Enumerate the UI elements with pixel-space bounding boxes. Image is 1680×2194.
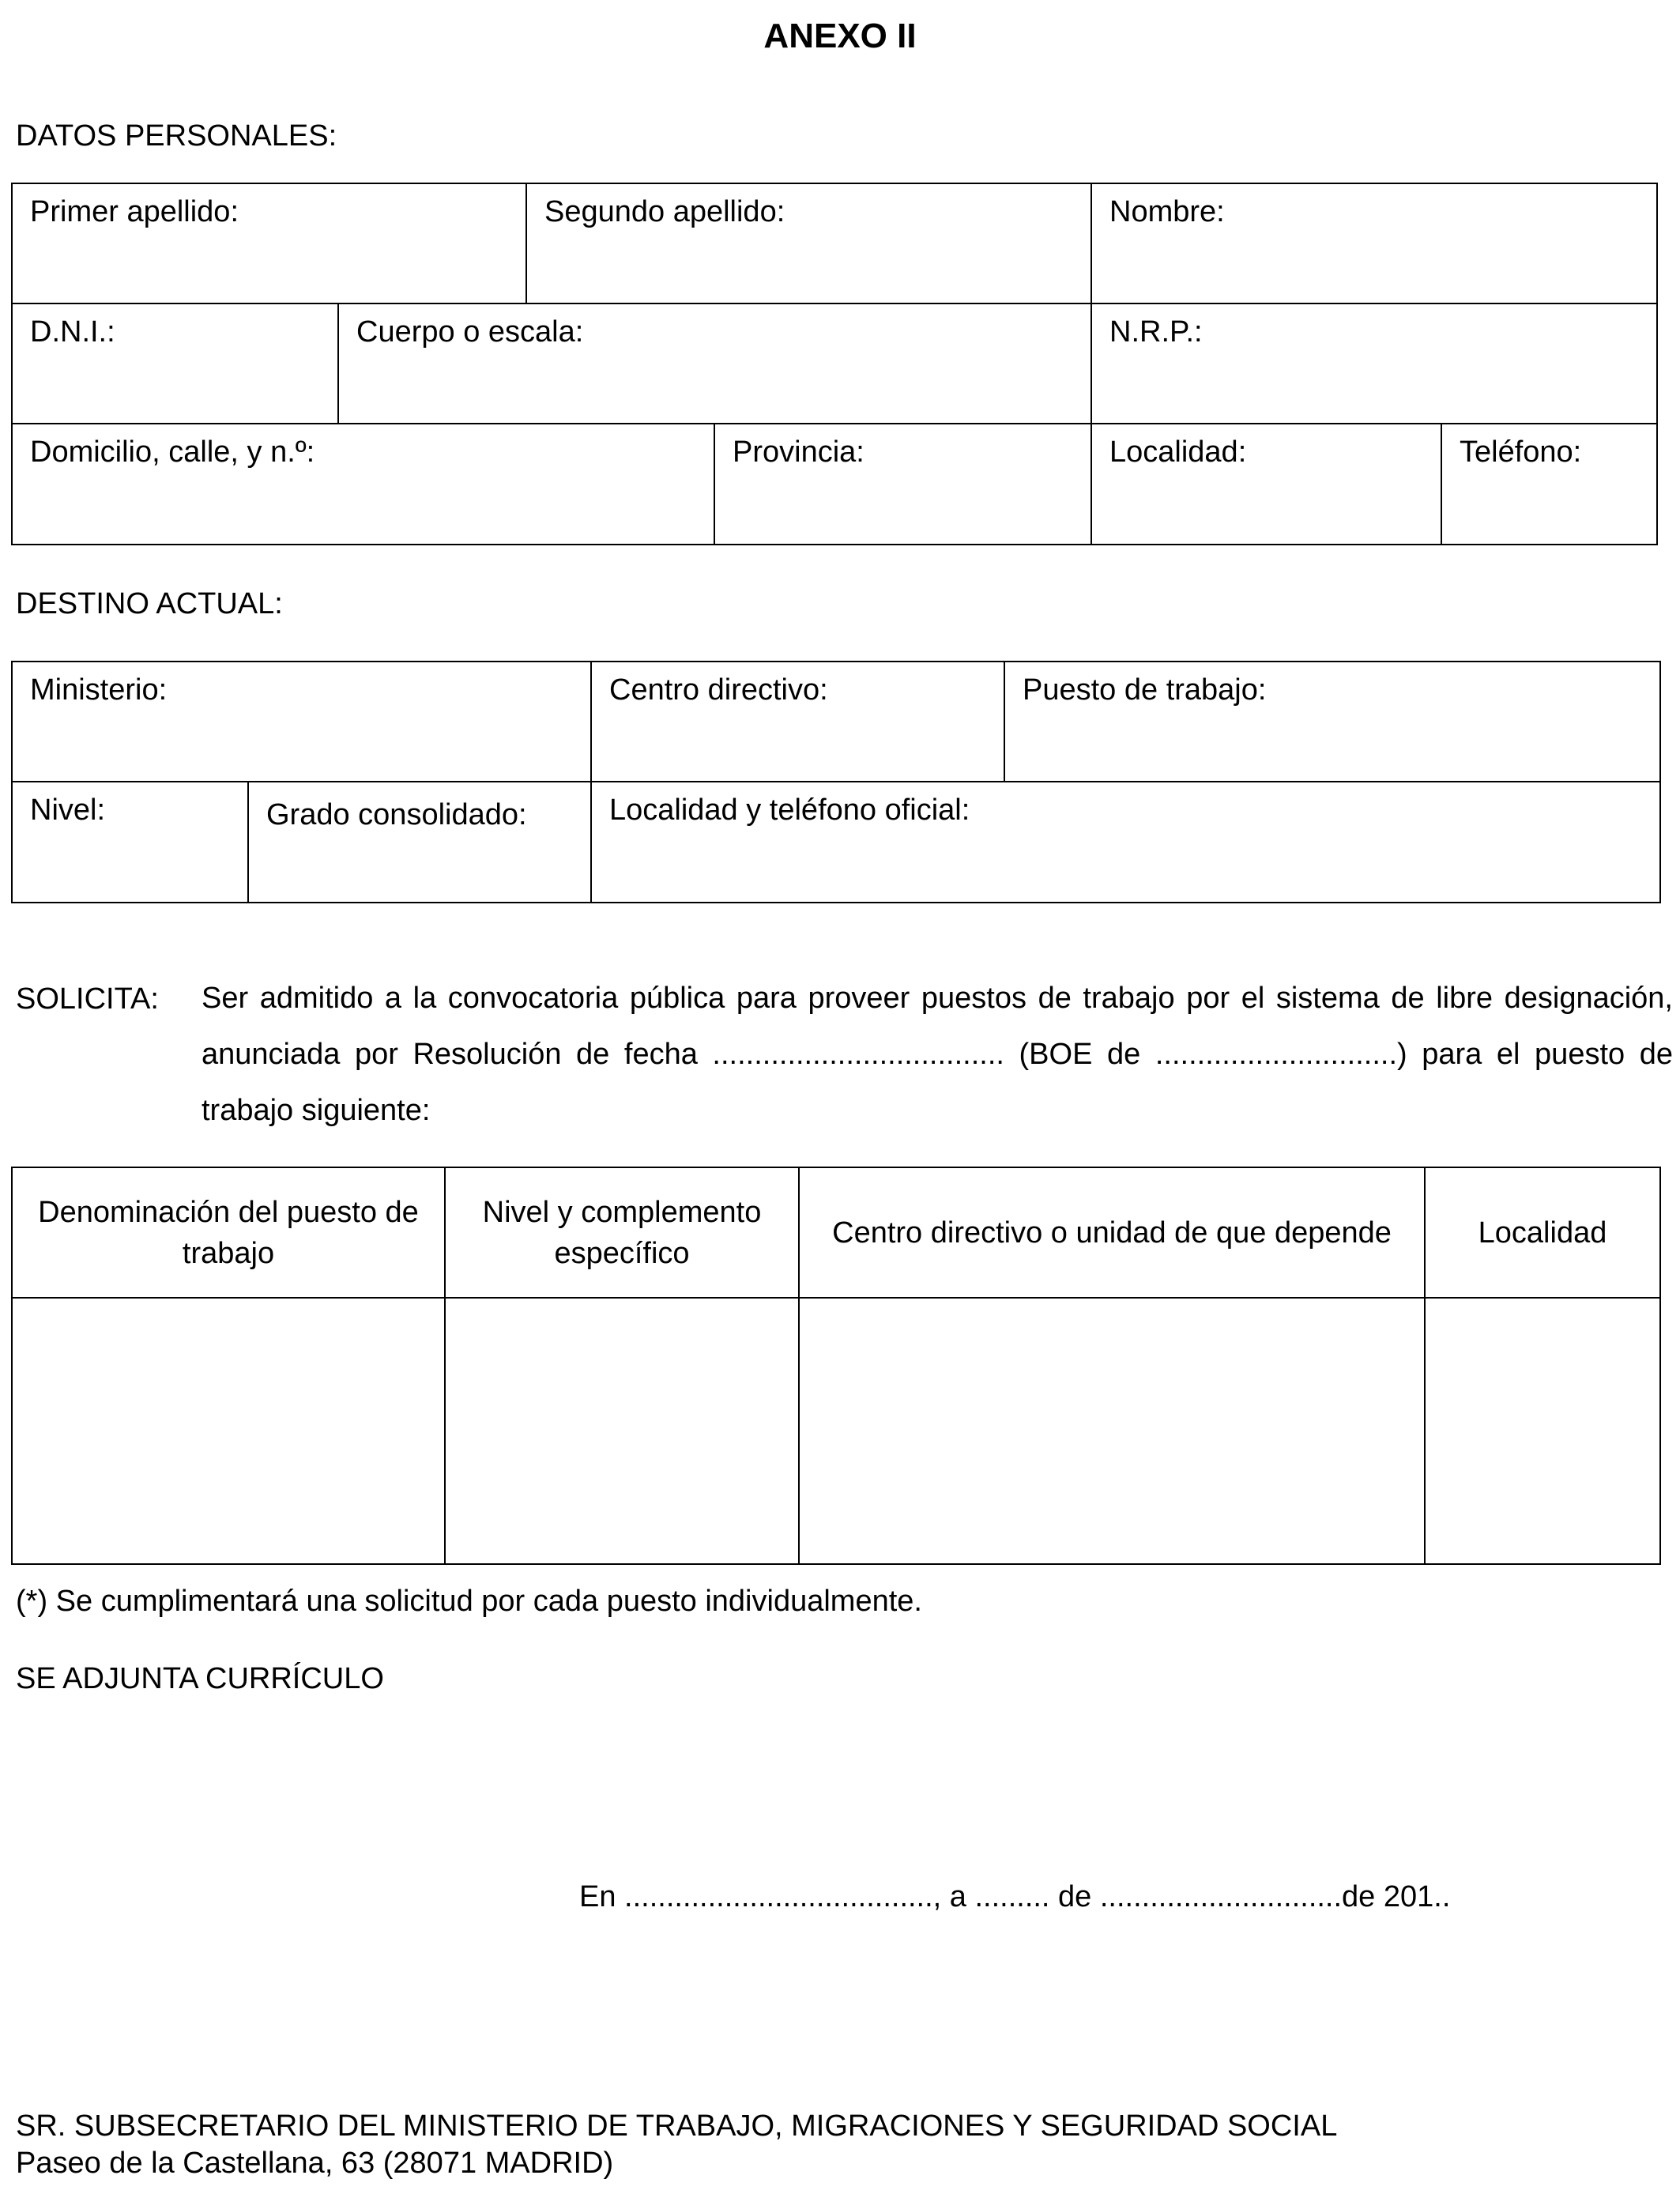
field-puesto-trabajo[interactable]: Puesto de trabajo: xyxy=(1023,673,1267,707)
fecha-firma-linea: En ....................................., a ......... de .............................de 201.. xyxy=(579,1880,1451,1913)
nota-asterisco: (*) Se cumplimentará una solicitud por cada puesto individualmente. xyxy=(16,1585,922,1618)
puesto-table xyxy=(11,1167,1661,1565)
destino-actual-heading: DESTINO ACTUAL: xyxy=(16,587,283,620)
destinatario: SR. SUBSECRETARIO DEL MINISTERIO DE TRABAJO, MIGRACIONES Y SEGURIDAD SOCIAL xyxy=(16,2109,1338,2143)
datos-personales-table xyxy=(11,183,1658,545)
field-provincia[interactable]: Provincia: xyxy=(733,435,864,469)
field-ministerio[interactable]: Ministerio: xyxy=(30,673,168,707)
field-nrp[interactable]: N.R.P.: xyxy=(1109,315,1203,349)
field-segundo-apellido[interactable]: Segundo apellido: xyxy=(544,195,785,228)
field-localidad-telefono-oficial[interactable]: Localidad y teléfono oficial: xyxy=(609,794,970,827)
field-nombre[interactable]: Nombre: xyxy=(1109,195,1225,228)
page-title: ANEXO II xyxy=(763,17,917,55)
solicita-label: SOLICITA: xyxy=(16,982,159,1016)
field-nivel[interactable]: Nivel: xyxy=(30,794,106,827)
field-domicilio[interactable]: Domicilio, calle, y n.º: xyxy=(30,435,315,469)
field-cuerpo-escala[interactable]: Cuerpo o escala: xyxy=(356,315,584,349)
field-centro-directivo[interactable]: Centro directivo: xyxy=(609,673,828,707)
destino-actual-table xyxy=(11,661,1661,903)
field-telefono[interactable]: Teléfono: xyxy=(1460,435,1582,469)
cell-centro-directivo[interactable] xyxy=(800,1299,1424,1563)
adjunta-curriculo: SE ADJUNTA CURRÍCULO xyxy=(16,1662,384,1695)
field-primer-apellido[interactable]: Primer apellido: xyxy=(30,195,239,228)
cell-nivel-complemento[interactable] xyxy=(446,1299,798,1563)
field-dni[interactable]: D.N.I.: xyxy=(30,315,115,349)
field-localidad[interactable]: Localidad: xyxy=(1109,435,1247,469)
col-header-centro-directivo: Centro directivo o unidad de que depende xyxy=(832,1216,1392,1250)
cell-denominacion[interactable] xyxy=(13,1299,444,1563)
datos-personales-heading: DATOS PERSONALES: xyxy=(16,119,337,153)
field-grado-consolidado[interactable]: Grado consolidado: xyxy=(266,798,527,831)
col-header-denominacion: Denominación del puesto de trabajo xyxy=(38,1195,419,1270)
solicita-text: Ser admitido a la convocatoria pública para proveer puestos de trabajo por el sistema de libre designación, anunciada por Resolución de fecha ................................... (BOE de .............................) para el puesto de trabajo siguiente: xyxy=(202,982,1673,1127)
col-header-nivel-complemento: Nivel y complemento específico xyxy=(482,1195,762,1270)
cell-localidad[interactable] xyxy=(1426,1299,1659,1563)
col-header-localidad: Localidad xyxy=(1478,1216,1607,1250)
direccion: Paseo de la Castellana, 63 (28071 MADRID) xyxy=(16,2147,614,2180)
